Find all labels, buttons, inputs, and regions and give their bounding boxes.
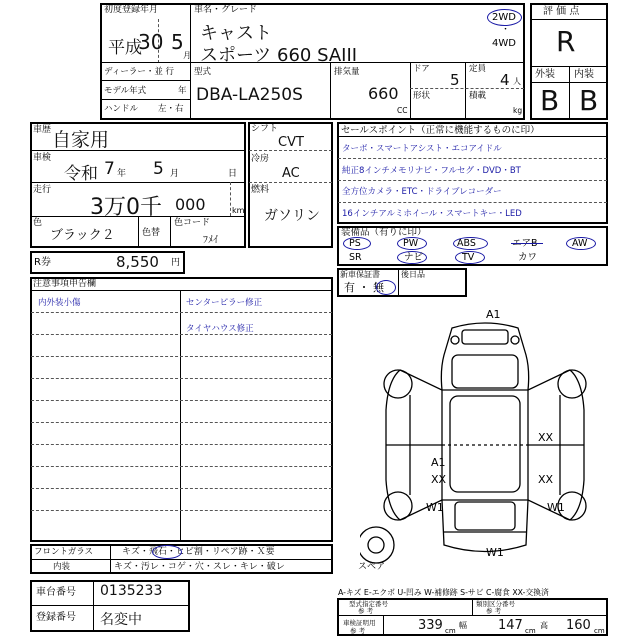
divider xyxy=(249,182,332,183)
first-reg-label: 初度登録年月 xyxy=(104,5,159,15)
displacement-value: 660 xyxy=(368,84,399,103)
kg-unit: kg xyxy=(513,106,523,115)
shift-label: シフト xyxy=(251,124,279,134)
divider xyxy=(31,605,189,606)
ref-label: 参 考 xyxy=(358,607,374,615)
divider xyxy=(338,158,607,159)
type-value: DBA-LA250S xyxy=(196,85,303,105)
color-value: ブラック２ xyxy=(50,228,115,243)
interior-check-label: 内装 xyxy=(53,562,71,572)
color-swap-label: 色替 xyxy=(142,228,161,238)
handle-label: ハンドル xyxy=(104,104,139,114)
cert-label: 車検証明用 xyxy=(343,619,376,627)
usage-label: 車歴 xyxy=(33,125,52,135)
recycle-value: 8,550 xyxy=(116,253,159,271)
fuel-value: ガソリン xyxy=(264,208,320,224)
note-item: 内外装小傷 xyxy=(38,298,81,308)
inspection-year-unit: 年 xyxy=(117,169,127,179)
shape-label: 形状 xyxy=(413,91,431,101)
equipment-title: 装備品（有りに印） xyxy=(341,227,427,238)
front-glass-value: キズ・飛石・ヒビ割・リペア跡・Ｘ要 xyxy=(122,547,275,557)
sales-point-item: 16インチアルミホイール・スマートキー・LED xyxy=(342,209,522,219)
equip-airbag: エアB xyxy=(512,238,538,249)
wheel xyxy=(558,370,586,398)
sales-points-title: セールスポイント（正常に機能するものに印） xyxy=(341,125,540,136)
sales-point-item: 純正8インチメモリナビ・フルセグ・DVD・BT xyxy=(342,166,521,176)
divider xyxy=(101,99,190,100)
usage-value: 自家用 xyxy=(52,129,110,151)
divider xyxy=(338,615,607,616)
strike-line xyxy=(511,243,543,244)
door-value: 5 xyxy=(450,71,460,89)
height-value: 160 xyxy=(566,618,591,633)
car-name-label: 車名・グレード xyxy=(194,5,258,15)
ref-label: 参 考 xyxy=(350,627,366,635)
first-reg-year: 30 xyxy=(138,30,164,54)
warranty-circle xyxy=(376,280,396,295)
inspection-month-unit: 月 xyxy=(170,169,180,179)
registration-value: 名変中 xyxy=(100,612,142,628)
ac-label: 冷房 xyxy=(251,154,270,164)
drive-2wd: 2WD xyxy=(492,12,516,23)
length-value: 339 xyxy=(418,618,443,633)
cc-unit: CC xyxy=(397,106,408,115)
chassis-value: 0135233 xyxy=(100,583,163,599)
car-windshield xyxy=(452,355,518,388)
new-warranty-label: 新車保証書 xyxy=(340,270,380,279)
chassis-label: 車台番号 xyxy=(36,587,76,598)
yen-unit: 円 xyxy=(171,258,181,268)
after-items-label: 後日品 xyxy=(401,270,425,279)
divider xyxy=(190,62,191,119)
divider xyxy=(338,202,607,203)
width-value: 147 xyxy=(498,618,523,633)
divider xyxy=(31,559,332,560)
divider xyxy=(410,62,411,119)
sales-point-item: 全方位カメラ・ETC・ドライブレコーダー xyxy=(342,187,502,197)
capacity-value: 4 xyxy=(500,71,510,89)
class-label: 類別区分番号 xyxy=(476,600,515,608)
divider xyxy=(330,62,331,119)
car-grade: スポーツ 660 SAIII xyxy=(200,45,358,66)
note-item: タイヤハウス修正 xyxy=(186,324,254,334)
year-suffix: 年 xyxy=(178,86,187,96)
dealer-label: ディーラー・並 行 xyxy=(104,67,175,77)
car-name: キャスト xyxy=(200,23,272,44)
spare-tire xyxy=(360,527,394,563)
damage-mark: W1 xyxy=(547,501,565,514)
height-unit: cm xyxy=(594,627,605,635)
car-roof xyxy=(450,396,520,492)
damage-mark: XX xyxy=(538,431,554,444)
rating-label: 評 価 点 xyxy=(543,6,580,17)
divider xyxy=(230,182,231,216)
capacity-label: 定員 xyxy=(469,64,487,74)
equip-ps: PS xyxy=(349,238,361,249)
damage-mark: W1 xyxy=(426,501,444,514)
new-warranty-value: 有 ・ 無 xyxy=(344,281,384,294)
type-label: 型式 xyxy=(194,67,212,77)
divider xyxy=(569,66,570,119)
exterior-value: B xyxy=(540,84,560,117)
divider xyxy=(31,290,332,291)
equip-navi: ナビ xyxy=(404,252,424,263)
damage-mark: XX xyxy=(538,473,554,486)
height-label: 高 xyxy=(540,621,548,630)
equip-abs: ABS xyxy=(457,238,476,249)
front-glass-label: フロントガラス xyxy=(34,547,93,557)
divider xyxy=(101,80,190,81)
notes-title: 注意事項申告欄 xyxy=(33,279,97,289)
car-grille xyxy=(462,330,508,344)
color-code-label: 色コード xyxy=(174,218,211,228)
recycle-label: R券 xyxy=(34,257,51,268)
divider xyxy=(338,136,607,137)
divider xyxy=(110,545,111,573)
front-glass-circle xyxy=(152,545,182,559)
divider xyxy=(93,581,94,631)
rating-value: R xyxy=(556,25,576,58)
inspection-era: 令和 xyxy=(64,164,98,184)
width-label: 幅 xyxy=(459,621,467,630)
fuel-label: 燃料 xyxy=(251,185,270,195)
divider xyxy=(383,615,384,635)
equip-sr: SR xyxy=(349,252,362,263)
ref-label: 参 考 xyxy=(486,607,502,615)
mileage-value: 3万0千 xyxy=(90,195,162,220)
divider xyxy=(465,62,466,119)
first-reg-era: 平成 xyxy=(108,38,142,58)
month-unit: 月 xyxy=(183,51,191,60)
inspection-day-unit: 日 xyxy=(228,169,238,179)
equip-tv: TV xyxy=(462,252,475,263)
color-label: 色 xyxy=(33,218,43,228)
sales-point-item: ターボ・スマートアシスト・エコアイドル xyxy=(342,144,502,154)
km-unit: km xyxy=(232,206,245,215)
inspection-label: 車検 xyxy=(33,153,52,163)
mileage-000: 000 xyxy=(175,195,206,214)
notes-box xyxy=(30,277,333,542)
spare-label: スペア xyxy=(358,562,386,572)
inspection-month: 5 xyxy=(153,159,164,179)
interior-value: B xyxy=(579,84,599,117)
divider xyxy=(170,216,171,247)
divider xyxy=(398,269,399,296)
interior-check-value: キズ・汚レ・コゲ・穴・スレ・キレ・破レ xyxy=(114,562,285,572)
damage-mark: W1 xyxy=(486,546,504,559)
door-label: ドア xyxy=(413,64,430,74)
inspection-year: 7 xyxy=(104,159,115,179)
width-unit: cm xyxy=(525,627,536,635)
car-rear-window xyxy=(455,502,515,530)
divider xyxy=(180,290,181,541)
drive-dot: ・ xyxy=(501,25,511,35)
recycle-box xyxy=(30,251,185,274)
model-year-label: モデル年式 xyxy=(104,86,147,96)
length-unit: cm xyxy=(445,627,456,635)
note-item: センターピラー修正 xyxy=(186,298,263,308)
registration-label: 登録番号 xyxy=(36,612,76,623)
load-label: 積載 xyxy=(469,91,487,101)
first-reg-month: 5 xyxy=(171,30,184,54)
damage-mark: A1 xyxy=(431,456,446,469)
color-code-value: ﾌﾒｲ xyxy=(203,235,218,246)
type-spec-label: 型式指定番号 xyxy=(349,600,388,608)
equip-aw: AW xyxy=(572,238,588,249)
equip-pw: PW xyxy=(403,238,419,249)
damage-mark: A1 xyxy=(486,308,501,321)
divider xyxy=(531,19,607,20)
wheel xyxy=(384,370,412,398)
exterior-label: 外装 xyxy=(535,69,555,80)
interior-label: 内装 xyxy=(574,69,594,80)
handle-value: 左・右 xyxy=(158,104,184,114)
divider xyxy=(338,180,607,181)
capacity-unit: 人 xyxy=(513,77,521,86)
ac-value: AC xyxy=(282,166,300,181)
shift-value: CVT xyxy=(278,135,304,150)
wheel xyxy=(384,492,412,520)
damage-mark: XX xyxy=(431,473,447,486)
equip-leather: カワ xyxy=(518,252,538,263)
drive-4wd: 4WD xyxy=(492,38,516,49)
mileage-label: 走行 xyxy=(33,185,52,195)
car-diagram xyxy=(360,300,610,575)
divider xyxy=(472,599,473,615)
displacement-label: 排気量 xyxy=(334,67,360,77)
divider xyxy=(249,150,332,151)
damage-legend: A-キズ E-エクボ U-凹み W-補修跡 S-サビ C-腐食 XX-交換済 xyxy=(338,588,549,597)
